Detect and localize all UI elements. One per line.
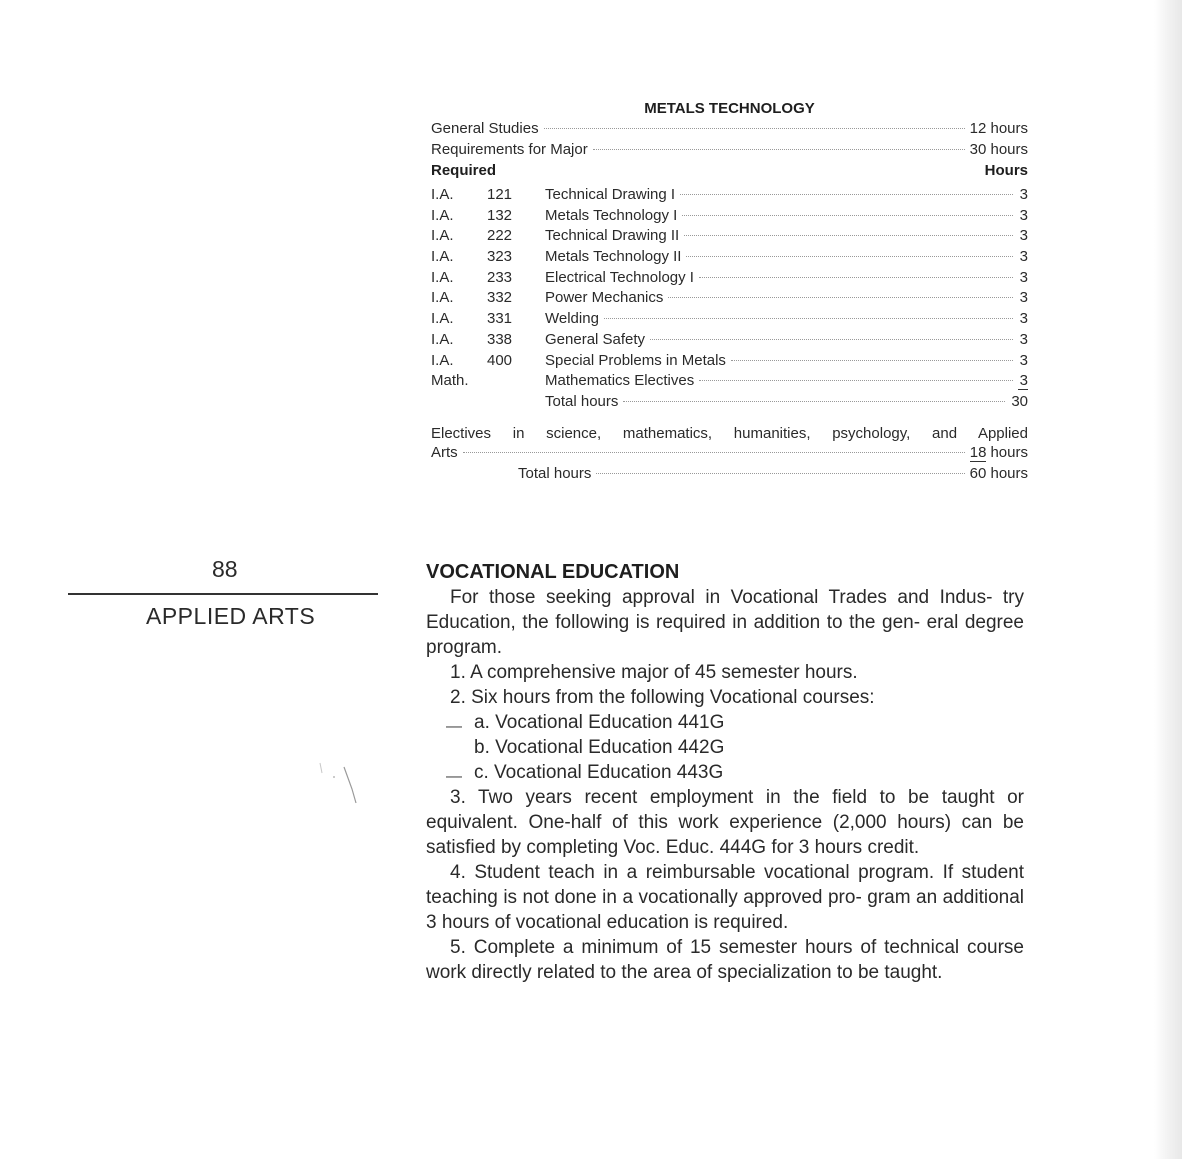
list-item: 3. Two years recent employment in the field to be taught or equivalent. One-half of this work experience (2,000 hours) can be satisfied by completing Voc. Educ. 444G for 3 hours credit.	[426, 787, 1024, 858]
course-title: General Safety	[545, 330, 646, 348]
course-title: Special Problems in Metals	[545, 351, 726, 369]
course-hours: 3	[1019, 186, 1028, 203]
course-number: 331	[487, 310, 513, 328]
course-title: Metals Technology II	[545, 248, 682, 266]
dot-leader	[699, 380, 1013, 381]
section-title: METALS TECHNOLOGY	[644, 100, 815, 117]
total-value: 30	[1011, 392, 1028, 410]
course-row	[431, 289, 1028, 310]
course-title: Electrical Technology I	[545, 268, 694, 286]
grand-total-label: Total hours	[518, 464, 592, 482]
course-hours: 3	[1019, 372, 1028, 390]
course-number: 233	[487, 268, 513, 286]
dot-leader	[593, 149, 965, 150]
required-label: Required	[431, 162, 497, 179]
course-number: 332	[487, 289, 513, 307]
required-header	[431, 162, 1028, 186]
course-hours: 3	[1019, 248, 1028, 266]
dot-leader	[668, 297, 1013, 298]
dot-leader	[682, 215, 1013, 216]
summary-row	[431, 120, 1028, 141]
dot-leader	[650, 339, 1013, 340]
summary-row	[431, 141, 1028, 162]
course-hours: 3	[1019, 310, 1028, 328]
course-dept: I.A.	[431, 227, 454, 245]
course-title: Mathematics Electives	[545, 372, 695, 390]
hours-label: Hours	[984, 162, 1028, 179]
list-item: 2. Six hours from the following Vocational courses:	[450, 687, 875, 708]
course-number: 121	[487, 186, 513, 203]
course-number: 338	[487, 330, 513, 348]
course-dept: I.A.	[431, 310, 454, 328]
total-label: Total hours	[545, 392, 619, 410]
grand-total-row	[431, 465, 1028, 486]
course-hours: 3	[1019, 268, 1028, 286]
dot-leader	[680, 194, 1013, 195]
course-row	[431, 248, 1028, 269]
dot-leader	[623, 401, 1005, 402]
dot-leader	[604, 318, 1013, 319]
dot-leader	[686, 256, 1013, 257]
list-item: 4. Student teach in a reimbursable vocational program. If student teaching is not done in a vocationally approved pro- gram an additional 3 hours of vocational education is required.	[426, 862, 1024, 933]
course-hours: 3	[1019, 206, 1028, 224]
electives-value: 18	[969, 443, 987, 461]
page-number: 88	[212, 556, 238, 582]
sub-item-label: c. Vocational Education 443G	[474, 762, 724, 783]
course-dept: I.A.	[431, 206, 454, 224]
summary-value: 12 hours	[969, 120, 1028, 137]
sidebar-rule	[68, 593, 378, 595]
course-number: 222	[487, 227, 513, 245]
sub-item-label: a. Vocational Education 441G	[474, 712, 725, 733]
summary-label: General Studies	[431, 120, 539, 137]
dot-leader	[731, 360, 1013, 361]
sub-item: b. Vocational Education 442G	[474, 737, 725, 758]
course-dept: Math.	[431, 372, 469, 390]
course-title: Welding	[545, 310, 599, 328]
dot-leader	[463, 452, 965, 453]
running-section-title: APPLIED ARTS	[146, 603, 316, 629]
course-number: 400	[487, 351, 513, 369]
course-row	[431, 227, 1028, 248]
course-dept: I.A.	[431, 248, 454, 266]
course-row	[431, 186, 1028, 207]
section-heading: VOCATIONAL EDUCATION	[426, 561, 680, 583]
sub-item: — a. Vocational Education 441G	[446, 712, 725, 735]
summary-value: 30 hours	[969, 141, 1028, 158]
page-edge-shadow	[1154, 0, 1182, 1159]
course-dept: I.A.	[431, 289, 454, 307]
electives-row	[431, 444, 1028, 465]
course-title: Metals Technology I	[545, 206, 678, 224]
course-number: 323	[487, 248, 513, 266]
course-row	[431, 269, 1028, 290]
grand-total-value: 60 hours	[969, 464, 1028, 482]
course-hours: 3	[1019, 227, 1028, 245]
course-title: Technical Drawing II	[545, 227, 680, 245]
course-row	[431, 310, 1028, 331]
course-row	[431, 207, 1028, 228]
course-title: Power Mechanics	[545, 289, 664, 307]
course-number: 132	[487, 206, 513, 224]
electives-tail: Arts	[431, 443, 458, 461]
scan-specks	[300, 755, 360, 815]
vocational-education-section	[426, 559, 1024, 985]
course-list	[431, 186, 1028, 393]
total-row	[431, 393, 1028, 414]
metals-technology-section	[431, 100, 1028, 486]
dot-leader	[596, 473, 964, 474]
course-dept: I.A.	[431, 330, 454, 348]
course-dept: I.A.	[431, 268, 454, 286]
electives-unit: hours	[990, 443, 1028, 461]
course-dept: I.A.	[431, 351, 454, 369]
dot-leader	[699, 277, 1013, 278]
course-title: Technical Drawing I	[545, 186, 676, 203]
summary-label: Requirements for Major	[431, 141, 588, 158]
course-hours: 3	[1019, 289, 1028, 307]
dot-leader	[684, 235, 1013, 236]
course-hours: 3	[1019, 330, 1028, 348]
list-item: 5. Complete a minimum of 15 semester hours of technical course work directly related to the area of specialization to be taught.	[426, 937, 1024, 983]
electives-text: Electives in science, mathematics, humanities, psychology, and Applied	[431, 424, 1028, 442]
intro-paragraph: For those seeking approval in Vocational Trades and Indus- try Education, the following is required in addition to the gen- eral degree program.	[426, 587, 1024, 658]
course-dept: I.A.	[431, 186, 454, 203]
course-row	[431, 352, 1028, 373]
course-row	[431, 372, 1028, 393]
course-hours: 3	[1019, 351, 1028, 369]
dot-leader	[544, 128, 965, 129]
course-row	[431, 331, 1028, 352]
sub-item: — c. Vocational Education 443G	[446, 762, 724, 785]
list-item: 1. A comprehensive major of 45 semester hours.	[450, 662, 858, 683]
